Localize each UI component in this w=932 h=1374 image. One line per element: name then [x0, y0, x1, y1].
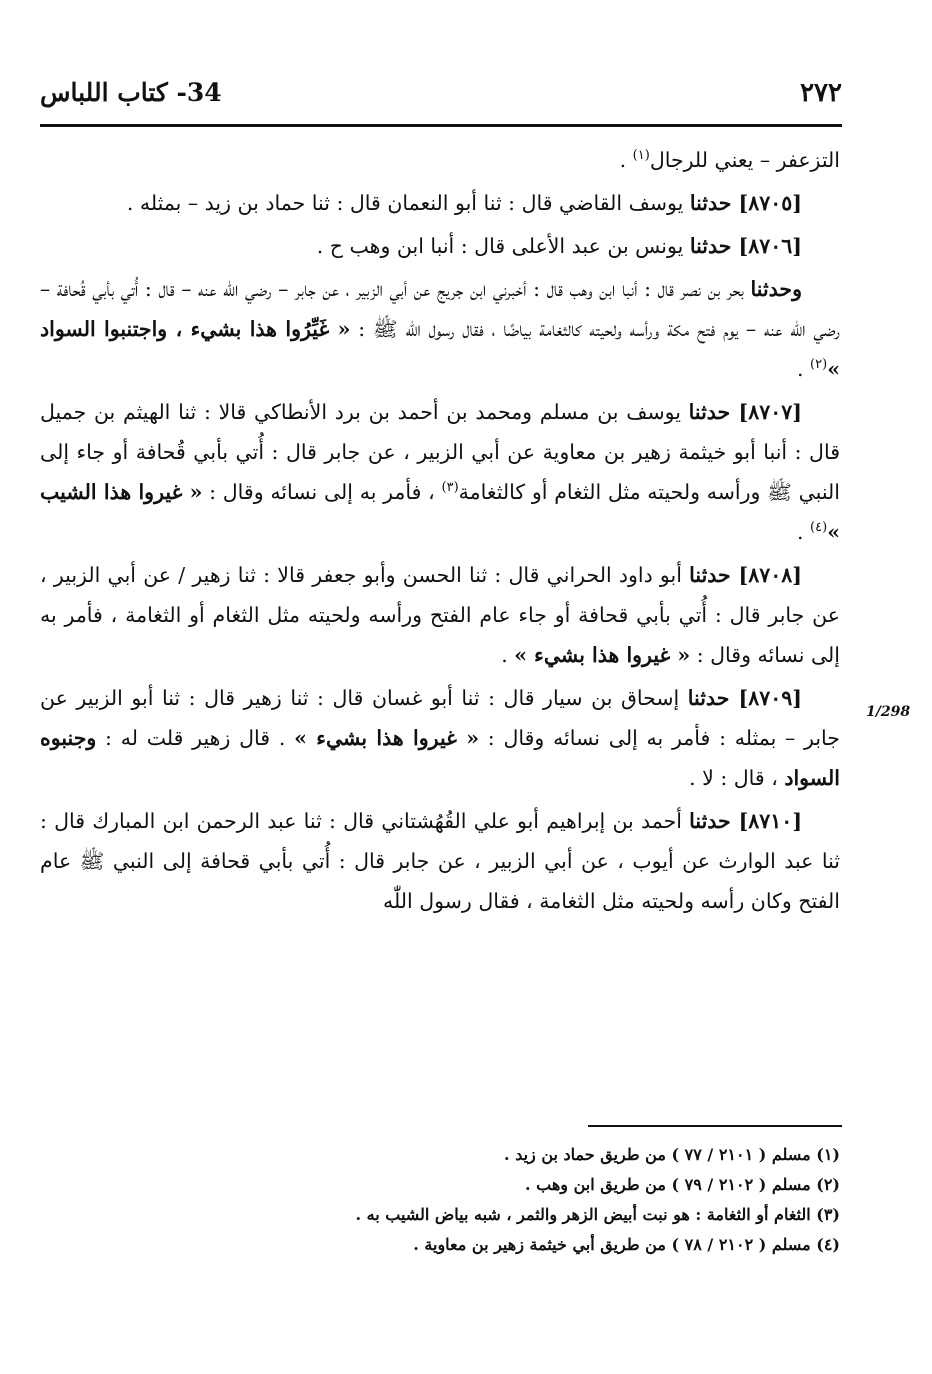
hadith-tail: . — [797, 520, 811, 544]
hadith-8710 — [40, 801, 840, 921]
chapter-title: 34- كتاب اللباس — [40, 78, 222, 107]
hadith-lead: حدثنا — [687, 686, 739, 710]
header-rule — [40, 124, 842, 127]
hadith-tail: ، قال : لا . — [689, 766, 785, 790]
prophetic-quote: « غَيِّرُوا هذا بشيء ، واجتنبوا السواد » — [40, 317, 840, 381]
prophetic-quote: « غيروا هذا الشيب » — [40, 480, 840, 544]
hadith-lead: حدثنا — [688, 400, 739, 424]
hadith-tail: . — [797, 357, 811, 381]
page-number: ٢٧٢ — [800, 78, 842, 108]
hadith-text: يوسف القاضي قال : ثنا أبو النعمان قال : ثنا حماد بن زيد – بمثله . — [126, 191, 690, 215]
hadith-8706-chain — [40, 269, 840, 389]
footnote-item: (٣) الثغام أو الثغامة : هو نبت أبيض الزهر والثمر ، شبه بياض الشيب به . — [355, 1205, 840, 1224]
paragraph-text: التزعفر – يعني للرجال — [649, 148, 840, 172]
footnote-rule — [588, 1125, 842, 1127]
footnote-ref: (١) — [632, 148, 650, 164]
main-text — [40, 140, 840, 924]
hadith-number: [٨٧٠٦] — [738, 234, 802, 258]
hadith-number: [٨٧١٠] — [738, 809, 803, 833]
hadith-text-2: . قال زهير قلت له : — [96, 726, 295, 750]
hadith-text: إسحاق بن سيار قال : ثنا أبو غسان قال : ثنا زهير قال : ثنا أبو الزبير عن جابر – بمثله : فأمر به إلى نسائه وقال : — [40, 686, 840, 750]
hadith-lead: حدثنا — [689, 191, 739, 215]
footnote-ref: (٤) — [810, 520, 828, 536]
prophetic-quote: « غيروا هذا بشيء » — [294, 726, 480, 750]
hadith-8706 — [40, 226, 840, 266]
hadith-text: يونس بن عبد الأعلى قال : أنبا ابن وهب ح . — [316, 234, 690, 258]
page-header — [40, 74, 842, 114]
hadith-lead: حدثنا — [689, 563, 739, 587]
paragraph-continuation — [40, 140, 840, 180]
prophetic-quote: « غيروا هذا بشيء » — [514, 643, 691, 667]
hadith-number: [٨٧٠٥] — [738, 191, 802, 215]
hadith-tail: . — [501, 643, 515, 667]
footnote-ref: (٢) — [810, 357, 828, 373]
hadith-lead: وحدثنا — [750, 277, 802, 301]
hadith-8705 — [40, 183, 840, 223]
hadith-8707 — [40, 392, 840, 552]
hadith-8709 — [40, 678, 840, 798]
footnote-item: (١) مسلم ( ٢١٠١ / ٧٧ ) من طريق حماد بن زيد . — [504, 1145, 840, 1164]
footnotes — [40, 1140, 840, 1260]
hadith-text: أحمد بن إبراهيم أبو علي القُهُشتاني قال : ثنا عبد الرحمن ابن المبارك قال : ثنا عبد الوارث عن أيوب ، عن أبي الزبير ، عن جابر قال : أُتي بأبي قحافة إلى النبي ﷺ عام الفتح وكان رأسه ولحيته مثل الثغامة ، فقال رسول اللّٰه — [40, 809, 840, 913]
margin-volume-note: 1/298 — [866, 704, 911, 720]
hadith-lead: حدثنا — [689, 234, 739, 258]
hadith-text: أبو داود الحراني قال : ثنا الحسن وأبو جعفر قالا : ثنا زهير / عن أبي الزبير ، عن جابر قال : أُتي بأبي قحافة أو جاء عام الفتح ورأسه ولحيته مثل الثغام أو الثغامة ، فأمر به إلى نسائه وقال : — [40, 563, 840, 667]
hadith-8708 — [40, 555, 840, 675]
hadith-number: [٨٧٠٨] — [738, 563, 802, 587]
footnote-item: (٤) مسلم ( ٢١٠٢ / ٧٨ ) من طريق أبي خيثمة زهير بن معاوية . — [413, 1235, 840, 1254]
footnote-item: (٢) مسلم ( ٢١٠٢ / ٧٩ ) من طريق ابن وهب . — [525, 1175, 840, 1194]
hadith-lead: حدثنا — [689, 809, 739, 833]
quote-2: وجنبوه السواد — [40, 726, 840, 790]
footnote-ref: (٣) — [441, 480, 459, 496]
hadith-text: بحر بن نصر قال : أنبا ابن وهب قال : أخبرني ابن جريج عن أبي الزبير ، عن جابر – رضي اللّٰه عنه – قال : أُتي بأبي قُحافة – رضي اللّٰه عنه – يوم فتح مكة ورأسه ولحيته كالثغامة بياضًا ، فقال رسول اللّٰه ﷺ : — [40, 277, 840, 341]
hadith-text-2: ، فأمر به إلى نسائه وقال : — [202, 480, 442, 504]
hadith-text: يوسف بن مسلم ومحمد بن أحمد بن برد الأنطاكي قالا : ثنا الهيثم بن جميل قال : أنبا أبو خيثمة زهير بن معاوية عن أبي الزبير ، عن جابر قال : أُتي بأبي قُحافة أو جاء إلى النبي ﷺ ورأسه ولحيته مثل الثغام أو كالثغامة — [40, 400, 840, 504]
paragraph-tail: . — [619, 148, 633, 172]
hadith-number: [٨٧٠٩] — [738, 686, 802, 710]
hadith-number: [٨٧٠٧] — [738, 400, 802, 424]
